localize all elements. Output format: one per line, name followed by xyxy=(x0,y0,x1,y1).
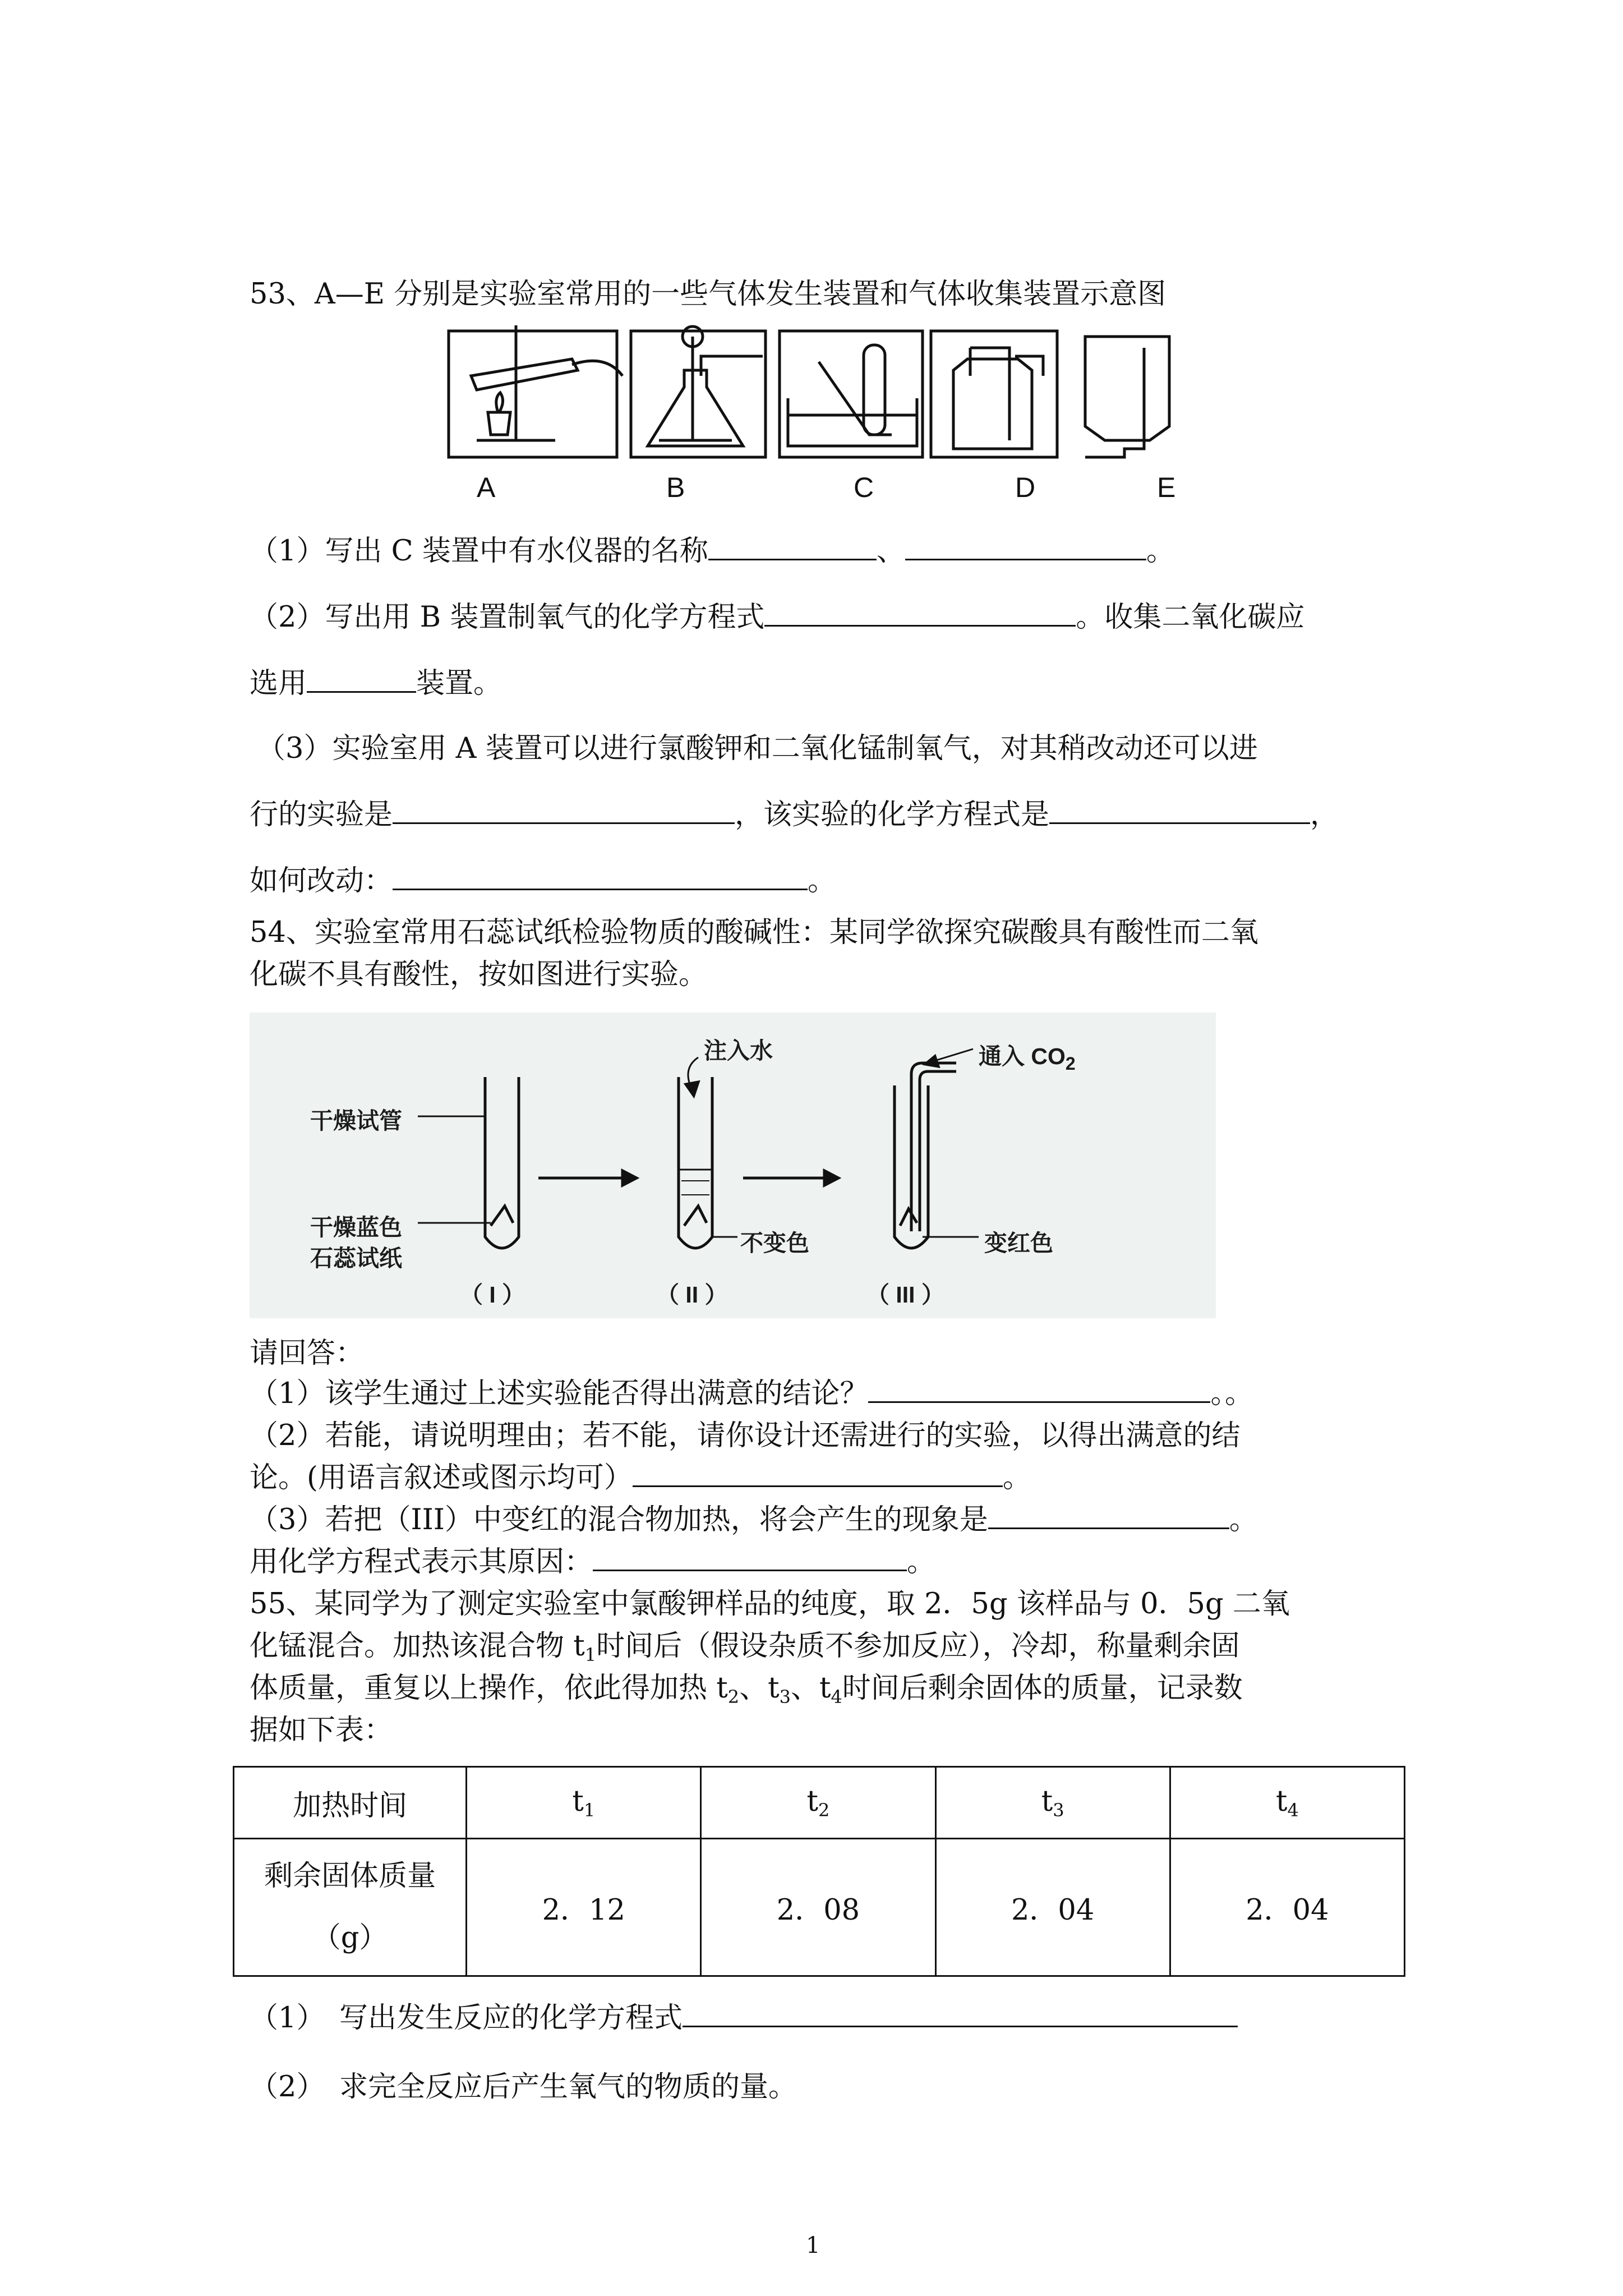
apparatus-d-drawing xyxy=(931,331,1057,457)
q53-p3-text: ，该实验的化学方程式是 xyxy=(735,798,1050,831)
q54-p3-text: 用化学方程式表示其原因： xyxy=(250,1545,593,1579)
answer-blank[interactable] xyxy=(708,533,877,560)
apparatus-label-a: A xyxy=(477,472,496,503)
q55-line1: 55、某同学为了测定实验室中氯酸钾样品的纯度，取 2．5g 该样品与 0．5g 二氧 xyxy=(250,1588,1290,1621)
label-step-3: （ III ） xyxy=(866,1282,944,1308)
comma: ， xyxy=(1310,798,1339,831)
litmus-experiment-figure xyxy=(250,1013,1216,1318)
table-cell-time: $t_4$ xyxy=(1170,1767,1404,1839)
answer-blank[interactable] xyxy=(633,1460,1003,1487)
q53-part2-cont xyxy=(250,665,502,702)
answer-blank[interactable] xyxy=(593,1544,907,1571)
period: 。 xyxy=(1229,1503,1258,1536)
q54-title-line1: 54、实验室常用石蕊试纸检验物质的酸碱性：某同学欲探究碳酸具有酸性而二氧 xyxy=(250,916,1258,949)
period: 。 xyxy=(907,1545,936,1579)
q53-part1 xyxy=(250,533,1175,570)
answer-blank[interactable] xyxy=(1049,797,1310,824)
label-turns-red: 变红色 xyxy=(984,1230,1053,1256)
label-step-2: （ II ） xyxy=(656,1282,728,1308)
answer-blank[interactable] xyxy=(683,2000,1238,2027)
table-row xyxy=(234,1839,1405,1976)
label-dry-paper-l2: 石蕊试纸 xyxy=(310,1245,402,1271)
apparatus-label-e: E xyxy=(1157,472,1176,503)
apparatus-e-drawing xyxy=(1071,331,1183,457)
q53-part3-cont xyxy=(250,797,1339,834)
apparatus-a-drawing xyxy=(449,325,623,457)
q54-title-line2: 化碳不具有酸性，按如图进行实验。 xyxy=(250,958,708,991)
answer-blank[interactable] xyxy=(988,1502,1229,1529)
table-cell-time: $t_3$ xyxy=(935,1767,1170,1839)
q53-part3-how xyxy=(250,863,836,900)
period: 。 xyxy=(1146,535,1175,568)
label-dry-paper-l1: 干燥蓝色 xyxy=(310,1214,402,1240)
apparatus-label-b: B xyxy=(666,472,685,503)
answer-blank[interactable] xyxy=(764,599,1076,627)
q54-part3-cont xyxy=(250,1544,935,1581)
label-dry-tube: 干燥试管 xyxy=(310,1108,402,1134)
q54-part3 xyxy=(250,1502,1258,1539)
table-cell-time: $t_2$ xyxy=(701,1767,935,1839)
q53-title: 53、A—E 分别是实验室常用的一些气体发生装置和气体收集装置示意图 xyxy=(250,278,1166,311)
q55-part1 xyxy=(250,2000,1238,2037)
label-inject-co2: 通入 $CO_2$ xyxy=(979,1043,1076,1074)
table-cell-mass: 2．08 xyxy=(701,1839,935,1976)
q53-p3-text: 行的实验是 xyxy=(250,798,393,831)
q54-answer-prompt: 请回答： xyxy=(250,1337,365,1370)
answer-blank[interactable] xyxy=(307,665,416,693)
q54-part1 xyxy=(250,1375,1253,1412)
q54-p2-text: 论。(用语言叙述或图示均可） xyxy=(250,1461,633,1494)
period: 。 xyxy=(1002,1461,1031,1494)
q55-part2: （2） 求完全反应后产生氧气的物质的量。 xyxy=(250,2070,797,2104)
label-no-change: 不变色 xyxy=(740,1230,809,1256)
label-inject-water: 注入水 xyxy=(704,1038,773,1064)
table-row xyxy=(234,1767,1405,1839)
q53-p2-text: （2）写出用 B 装置制氧气的化学方程式 xyxy=(250,601,765,634)
q53-p2-text: 装置。 xyxy=(416,667,502,700)
page-number: 1 xyxy=(806,2233,820,2258)
q53-p1-text: （1）写出 C 装置中有水仪器的名称 xyxy=(250,535,708,568)
apparatus-b-drawing xyxy=(631,326,766,457)
table-header-time: 加热时间 xyxy=(234,1767,467,1839)
q55-line2: 化锰混合。加热该混合物 $t_1$时间后（假设杂质不参加反应），冷却，称量剩余固 xyxy=(250,1630,1240,1665)
separator: 、 xyxy=(876,535,905,568)
table-header-mass: 剩余固体质量 （g） xyxy=(234,1839,467,1976)
label-step-1: （ I ） xyxy=(460,1282,525,1308)
table-cell-mass: 2．04 xyxy=(1170,1839,1404,1976)
period: 。。 xyxy=(1210,1377,1253,1410)
q53-p2-text: 选用 xyxy=(250,667,307,700)
q55-line4: 据如下表： xyxy=(250,1714,393,1747)
heating-data-table xyxy=(233,1766,1405,1977)
q53-part3: （3）实验室用 A 装置可以进行氯酸钾和二氧化锰制氧气，对其稍改动还可以进 xyxy=(257,732,1258,765)
q54-p3-text: （3）若把（III）中变红的混合物加热，将会产生的现象是 xyxy=(250,1503,988,1536)
q53-p3-text: 如何改动： xyxy=(250,864,393,898)
apparatus-label-c: C xyxy=(854,472,874,503)
answer-blank[interactable] xyxy=(905,533,1146,560)
table-cell-time: $t_1$ xyxy=(467,1767,701,1839)
apparatus-c-drawing xyxy=(780,331,923,457)
answer-blank[interactable] xyxy=(868,1375,1210,1403)
apparatus-label-d: D xyxy=(1015,472,1036,503)
table-cell-mass: 2．12 xyxy=(467,1839,701,1976)
q53-part2 xyxy=(250,599,1304,636)
q55-p1-text: （1） 写出发生反应的化学方程式 xyxy=(250,2001,683,2035)
q55-line3: 体质量，重复以上操作，依此得加热 $t_2$、$t_3$、$t_4$时间后剩余固体的质量，记录数 xyxy=(250,1672,1243,1708)
answer-blank[interactable] xyxy=(393,797,735,824)
q53-p2-text: 。收集二氧化碳应 xyxy=(1076,601,1305,634)
period: 。 xyxy=(808,864,837,898)
apparatus-figure xyxy=(437,314,1251,471)
q54-part2-cont xyxy=(250,1460,1031,1497)
q54-p1-text: （1）该学生通过上述实验能否得出满意的结论？ xyxy=(250,1377,869,1410)
table-cell-mass: 2．04 xyxy=(935,1839,1170,1976)
q54-part2: （2）若能，请说明理由；若不能，请你设计还需进行的实验，以得出满意的结 xyxy=(250,1419,1241,1452)
answer-blank[interactable] xyxy=(393,863,808,890)
